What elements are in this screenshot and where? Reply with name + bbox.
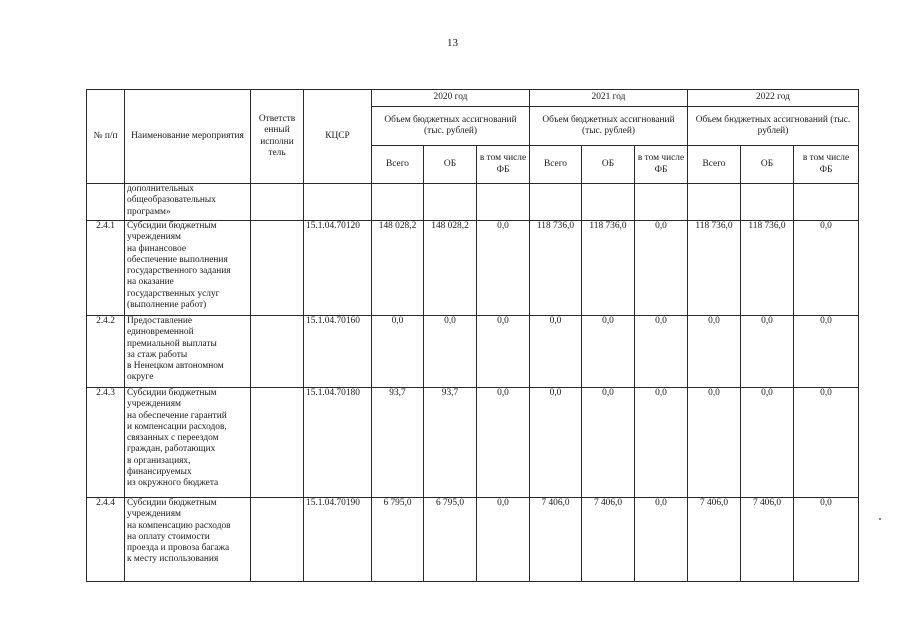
value-2020-fb: 0,0 xyxy=(477,498,530,582)
value-2020-total: 148 028,2 xyxy=(372,221,424,316)
header-incl-fb: в том числе ФБ xyxy=(635,146,688,184)
header-ob: ОБ xyxy=(582,146,635,184)
value-2020-fb: 0,0 xyxy=(477,388,530,498)
row-num xyxy=(87,184,125,221)
value-2022-ob: 0,0 xyxy=(741,388,794,498)
row-kcsr: 15.1.04.70190 xyxy=(304,498,372,582)
value-2022-fb: 0,0 xyxy=(794,221,859,316)
value-2020-total: 6 795,0 xyxy=(372,498,424,582)
value-2020-total: 93,7 xyxy=(372,388,424,498)
value-2021-ob: 7 406,0 xyxy=(582,498,635,582)
value-2021-total: 0,0 xyxy=(530,316,582,388)
row-name: Субсидии бюджетным учреждениям на финансовое обеспечение выполнения государственного задания на оказание государственных услуг (выполнение работ) xyxy=(125,221,251,316)
row-name: дополнительных общеобразовательных программ» xyxy=(125,184,251,221)
header-incl-fb: в том числе ФБ xyxy=(477,146,530,184)
value-2022-total: 118 736,0 xyxy=(688,221,741,316)
row-kcsr: 15.1.04.70120 xyxy=(304,221,372,316)
value-2020-fb: 0,0 xyxy=(477,316,530,388)
value-2020-ob: 93,7 xyxy=(424,388,477,498)
value-2020-fb: 0,0 xyxy=(477,221,530,316)
table-row xyxy=(87,498,859,582)
row-num: 2.4.3 xyxy=(87,388,125,498)
header-total: Всего xyxy=(688,146,741,184)
header-total: Всего xyxy=(530,146,582,184)
header-num: № п/п xyxy=(87,90,125,184)
row-responsible xyxy=(251,316,304,388)
value-2021-ob: 0,0 xyxy=(582,388,635,498)
budget-table xyxy=(86,89,859,582)
header-year-2021: 2021 год xyxy=(530,90,688,107)
value-2021-fb: 0,0 xyxy=(635,316,688,388)
value-2020-ob: 148 028,2 xyxy=(424,221,477,316)
value-2022-fb: 0,0 xyxy=(794,388,859,498)
table-body xyxy=(87,184,859,582)
header-ob: ОБ xyxy=(741,146,794,184)
value-2021-ob: 0,0 xyxy=(582,316,635,388)
header-volume-2022: Объем бюджетных ассигнований (тыс. рублей) xyxy=(688,107,859,146)
table-row xyxy=(87,221,859,316)
row-name: Предоставление единовременной премиальной выплаты за стаж работы в Ненецком автономном округе xyxy=(125,316,251,388)
value-2022-ob: 0,0 xyxy=(741,316,794,388)
row-num: 2.4.2 xyxy=(87,316,125,388)
row-responsible xyxy=(251,221,304,316)
header-incl-fb: в том числе ФБ xyxy=(794,146,859,184)
value-2022-total: 7 406,0 xyxy=(688,498,741,582)
value-2020-ob: 0,0 xyxy=(424,316,477,388)
row-responsible xyxy=(251,388,304,498)
header-volume-2021: Объем бюджетных ассигнований (тыс. рублей) xyxy=(530,107,688,146)
value-2021-total: 0,0 xyxy=(530,388,582,498)
row-num: 2.4.1 xyxy=(87,221,125,316)
value-2020-ob: 6 795,0 xyxy=(424,498,477,582)
row-responsible xyxy=(251,498,304,582)
scan-speck xyxy=(879,518,881,520)
table-header xyxy=(87,90,859,184)
value-2021-fb: 0,0 xyxy=(635,221,688,316)
page-number: 13 xyxy=(447,37,458,49)
row-num: 2.4.4 xyxy=(87,498,125,582)
header-volume-2020: Объем бюджетных ассигнований (тыс. рублей) xyxy=(372,107,530,146)
row-kcsr: 15.1.04.70160 xyxy=(304,316,372,388)
value-2021-fb: 0,0 xyxy=(635,498,688,582)
header-year-2020: 2020 год xyxy=(372,90,530,107)
header-total: Всего xyxy=(372,146,424,184)
value-2021-fb: 0,0 xyxy=(635,388,688,498)
value-2022-total: 0,0 xyxy=(688,388,741,498)
value-2022-fb: 0,0 xyxy=(794,498,859,582)
value-2022-total: 0,0 xyxy=(688,316,741,388)
row-name: Субсидии бюджетным учреждениям на обеспечение гарантий и компенсации расходов, связанных с переездом граждан, работающих в организациях, финансируемых из окружного бюджета xyxy=(125,388,251,498)
table-row xyxy=(87,184,859,221)
row-name: Субсидии бюджетным учреждениям на компенсацию расходов на оплату стоимости проезда и провоза багажа к месту использования xyxy=(125,498,251,582)
header-year-2022: 2022 год xyxy=(688,90,859,107)
header-kcsr: КЦСР xyxy=(304,90,372,184)
header-ob: ОБ xyxy=(424,146,477,184)
value-2021-ob: 118 736,0 xyxy=(582,221,635,316)
header-name: Наименование мероприятия xyxy=(125,90,251,184)
header-responsible: Ответств енный исполни тель xyxy=(251,90,304,184)
value-2020-total: 0,0 xyxy=(372,316,424,388)
value-2021-total: 7 406,0 xyxy=(530,498,582,582)
value-2022-ob: 118 736,0 xyxy=(741,221,794,316)
value-2021-total: 118 736,0 xyxy=(530,221,582,316)
table-row xyxy=(87,316,859,388)
value-2022-fb: 0,0 xyxy=(794,316,859,388)
table-row xyxy=(87,388,859,498)
value-2022-ob: 7 406,0 xyxy=(741,498,794,582)
row-kcsr: 15.1.04.70180 xyxy=(304,388,372,498)
